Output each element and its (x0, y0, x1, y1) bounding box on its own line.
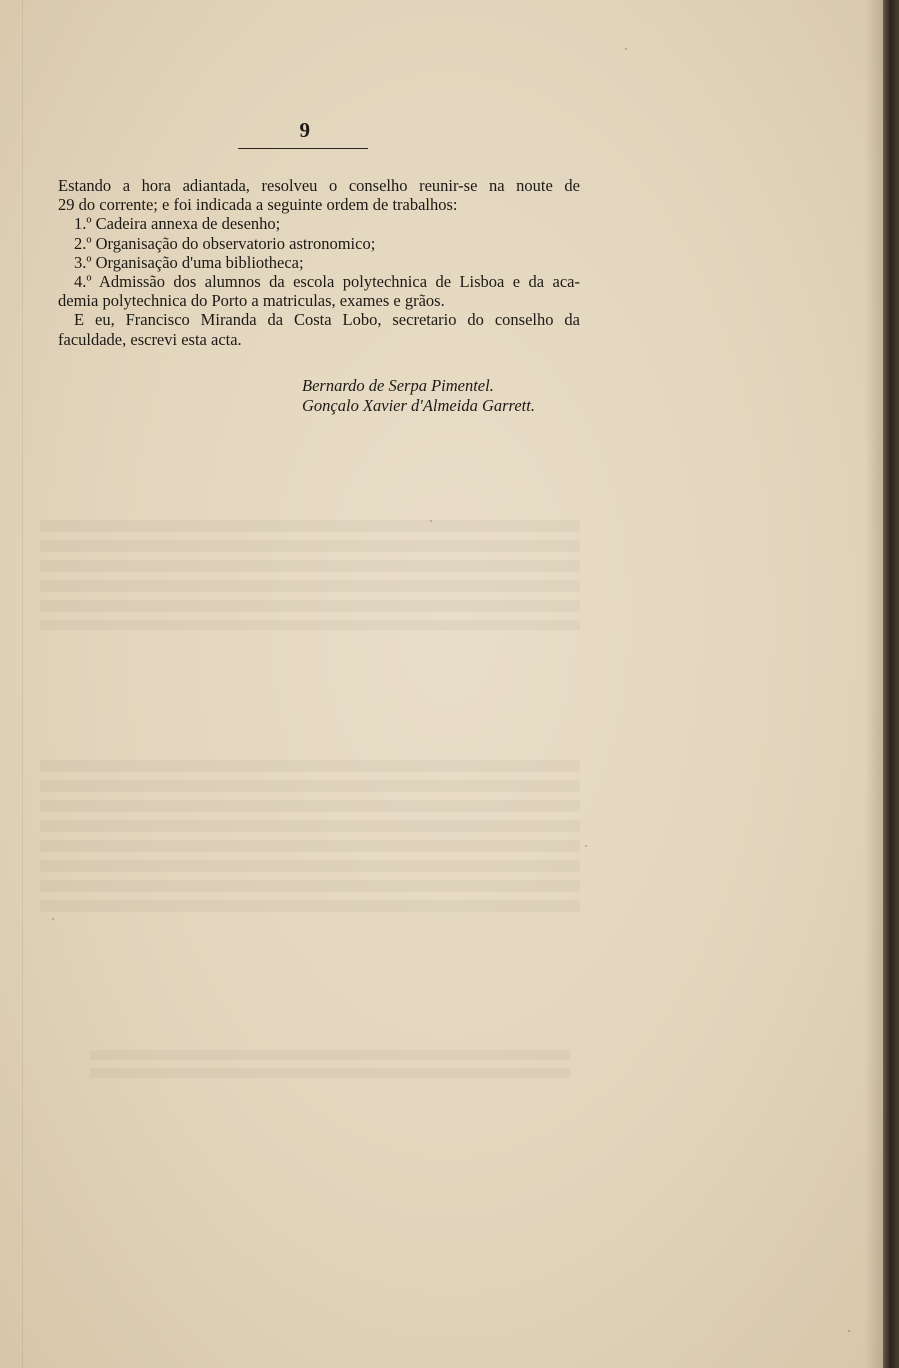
paper-speck (585, 845, 587, 847)
minutes-text (58, 176, 580, 349)
text-line: E eu, Francisco Miranda da Costa Lobo, secretario do conselho da (74, 310, 580, 330)
paper-speck (52, 918, 54, 920)
text-line: demia polytechnica do Porto a matriculas, exames e grãos. (58, 291, 445, 311)
signature-block (302, 376, 535, 415)
fold-line (22, 0, 23, 1368)
agenda-item: 1.º Cadeira annexa de desenho; (74, 214, 281, 234)
signature-name: Bernardo de Serpa Pimentel. (302, 376, 494, 395)
show-through-block (40, 760, 580, 920)
paper-speck (625, 48, 627, 50)
agenda-item: 3.º Organisação d'uma bibliotheca; (74, 252, 304, 272)
paper-speck (430, 520, 432, 522)
paper-speck (848, 1330, 850, 1332)
show-through-block (40, 520, 580, 630)
binding-shadow (865, 0, 883, 1368)
show-through-block (90, 1050, 570, 1080)
page-number-rule (238, 148, 368, 149)
text-line: 29 do corrente; e foi indicada a seguinte ordem de trabalhos: (58, 195, 458, 215)
page-number: 9 (299, 118, 311, 142)
binding-edge (883, 0, 899, 1368)
agenda-item: 2.º Organisação do observatorio astronomico; (74, 233, 376, 253)
agenda-item: 4.º Admissão dos alumnos da escola polytechnica de Lisboa e da aca- (74, 272, 580, 292)
text-line: faculdade, escrevi esta acta. (58, 329, 242, 349)
text-line: Estando a hora adiantada, resolveu o conselho reunir-se na noute de (58, 176, 580, 195)
signature-name: Gonçalo Xavier d'Almeida Garrett. (302, 395, 535, 415)
